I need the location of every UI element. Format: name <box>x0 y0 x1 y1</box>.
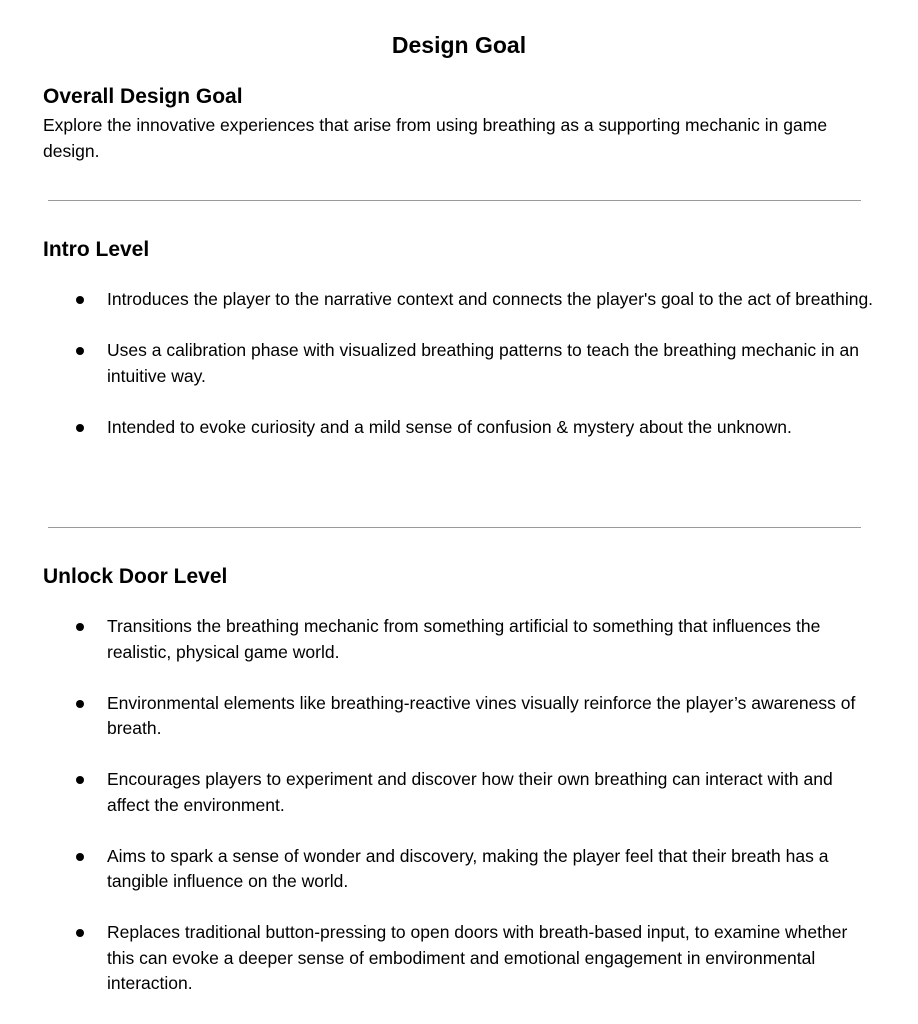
bullet-text: Introduces the player to the narrative context and connects the player's goal to the act of breathing. <box>107 289 874 309</box>
bullet-icon <box>76 347 84 355</box>
overall-design-goal-heading: Overall Design Goal <box>43 85 243 108</box>
list-item <box>0 415 918 441</box>
intro-level-heading: Intro Level <box>43 238 150 261</box>
list-item <box>0 691 918 742</box>
bullet-text: Encourages players to experiment and discover how their own breathing can interact with and affect the environment. <box>107 769 833 815</box>
list-item <box>0 844 918 895</box>
unlock-door-level-heading: Unlock Door Level <box>43 565 228 588</box>
bullet-text: Uses a calibration phase with visualized breathing patterns to teach the breathing mechanic in an intuitive way. <box>107 340 859 386</box>
document-title: Design Goal <box>391 32 527 58</box>
bullet-text: Aims to spark a sense of wonder and discovery, making the player feel that their breath has a tangible influence on the world. <box>107 845 829 891</box>
bullet-text: Transitions the breathing mechanic from something artificial to something that influences the realistic, physical game world. <box>107 616 821 662</box>
list-item <box>0 287 918 313</box>
bullet-icon <box>76 700 84 708</box>
bullet-icon <box>76 853 84 861</box>
intro-level-bullet-list <box>0 287 918 466</box>
bullet-text: Intended to evoke curiosity and a mild sense of confusion & mystery about the unknown. <box>107 416 792 437</box>
bullet-icon <box>76 929 84 937</box>
section-divider <box>48 527 861 528</box>
bullet-icon <box>76 296 84 304</box>
list-item <box>0 338 918 389</box>
bullet-icon <box>76 776 84 784</box>
bullet-icon <box>76 424 84 432</box>
bullet-text: Replaces traditional button-pressing to open doors with breath-based input, to examine whether this can evoke a deeper sense of embodiment and emotional engagement in environmental interaction. <box>107 922 848 993</box>
bullet-icon <box>76 623 84 631</box>
bullet-text: Environmental elements like breathing-reactive vines visually reinforce the player’s awareness of breath. <box>107 692 856 738</box>
list-item <box>0 920 918 997</box>
section-divider <box>48 200 861 201</box>
unlock-door-level-bullet-list <box>0 614 918 1022</box>
list-item <box>0 614 918 665</box>
list-item <box>0 767 918 818</box>
overall-design-goal-text: Explore the innovative experiences that arise from using breathing as a supporting mechanic in game design. <box>43 115 828 161</box>
